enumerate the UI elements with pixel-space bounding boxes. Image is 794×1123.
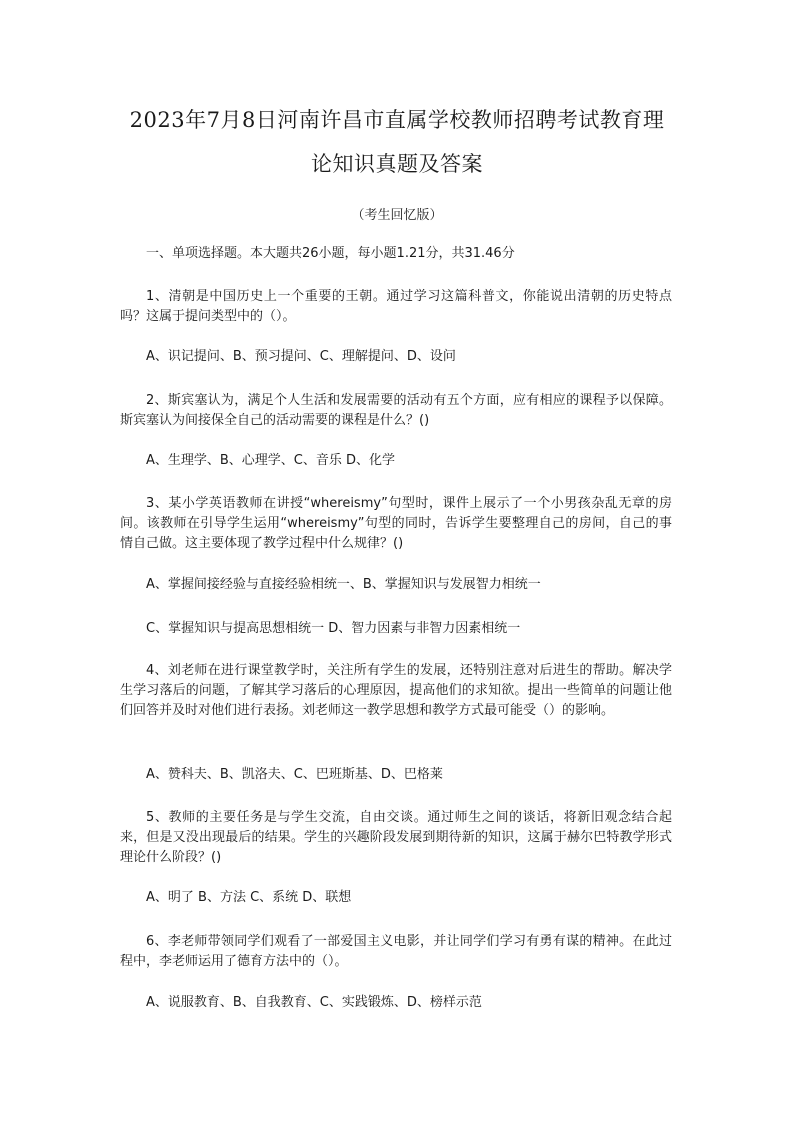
question-2-options: A、生理学、B、心理学、C、音乐 D、化学 <box>146 453 396 468</box>
question-5-options: A、明了 B、方法 C、系统 D、联想 <box>146 890 352 905</box>
document-title-line-1: 2023年7月8日河南许昌市直属学校教师招聘考试教育理 <box>129 108 665 132</box>
section-heading: 一、单项选择题。本大题共26小题，每小题1.21分，共31.46分 <box>146 246 515 261</box>
question-3: 3、某小学英语教师在讲授“whereismy”句型时，课件上展示了一个小男孩杂乱无章的房间。该教师在引导学生运用“whereismy”句型的同时，告诉学生要整理自己的房间，自己的事情自己做。这主要体现了教学过程中什么规律？() <box>120 496 672 551</box>
question-5: 5、教师的主要任务是与学生交流，自由交谈。通过师生之间的谈话，将新旧观念结合起来，但是又没出现最后的结果。学生的兴趣阶段发展到期待新的知识，这属于赫尔巴特教学形式理论什么阶段？() <box>120 810 672 865</box>
question-4-options: A、赞科夫、B、凯洛夫、C、巴班斯基、D、巴格莱 <box>146 767 443 782</box>
question-1-options: A、识记提问、B、预习提问、C、理解提问、D、设问 <box>146 349 456 364</box>
question-3-options-line-2: C、掌握知识与提高思想相统一 D、智力因素与非智力因素相统一 <box>146 621 521 636</box>
document-subtitle: （考生回忆版） <box>351 208 443 223</box>
question-6-options: A、说服教育、B、自我教育、C、实践锻炼、D、榜样示范 <box>146 995 482 1010</box>
question-4: 4、刘老师在进行课堂教学时，关注所有学生的发展，还特别注意对后进生的帮助。解决学生学习落后的问题，了解其学习落后的心理原因，提高他们的求知欲。提出一些简单的问题让他们回答并及时对他们进行表扬。刘老师这一教学思想和教学方式最可能受（）的影响。 <box>120 663 672 718</box>
question-6: 6、李老师带领同学们观看了一部爱国主义电影，并让同学们学习有勇有谋的精神。在此过程中，李老师运用了德育方法中的（）。 <box>120 934 672 969</box>
question-3-options-line-1: A、掌握间接经验与直接经验相统一、B、掌握知识与发展智力相统一 <box>146 577 541 592</box>
document-title-line-2: 论知识真题及答案 <box>311 152 483 176</box>
question-2: 2、斯宾塞认为，满足个人生活和发展需要的活动有五个方面，应有相应的课程予以保障。斯宾塞认为间接保全自己的活动需要的课程是什么？() <box>120 393 672 428</box>
question-1: 1、清朝是中国历史上一个重要的王朝。通过学习这篇科普文，你能说出清朝的历史特点吗？这属于提问类型中的（）。 <box>120 289 672 324</box>
